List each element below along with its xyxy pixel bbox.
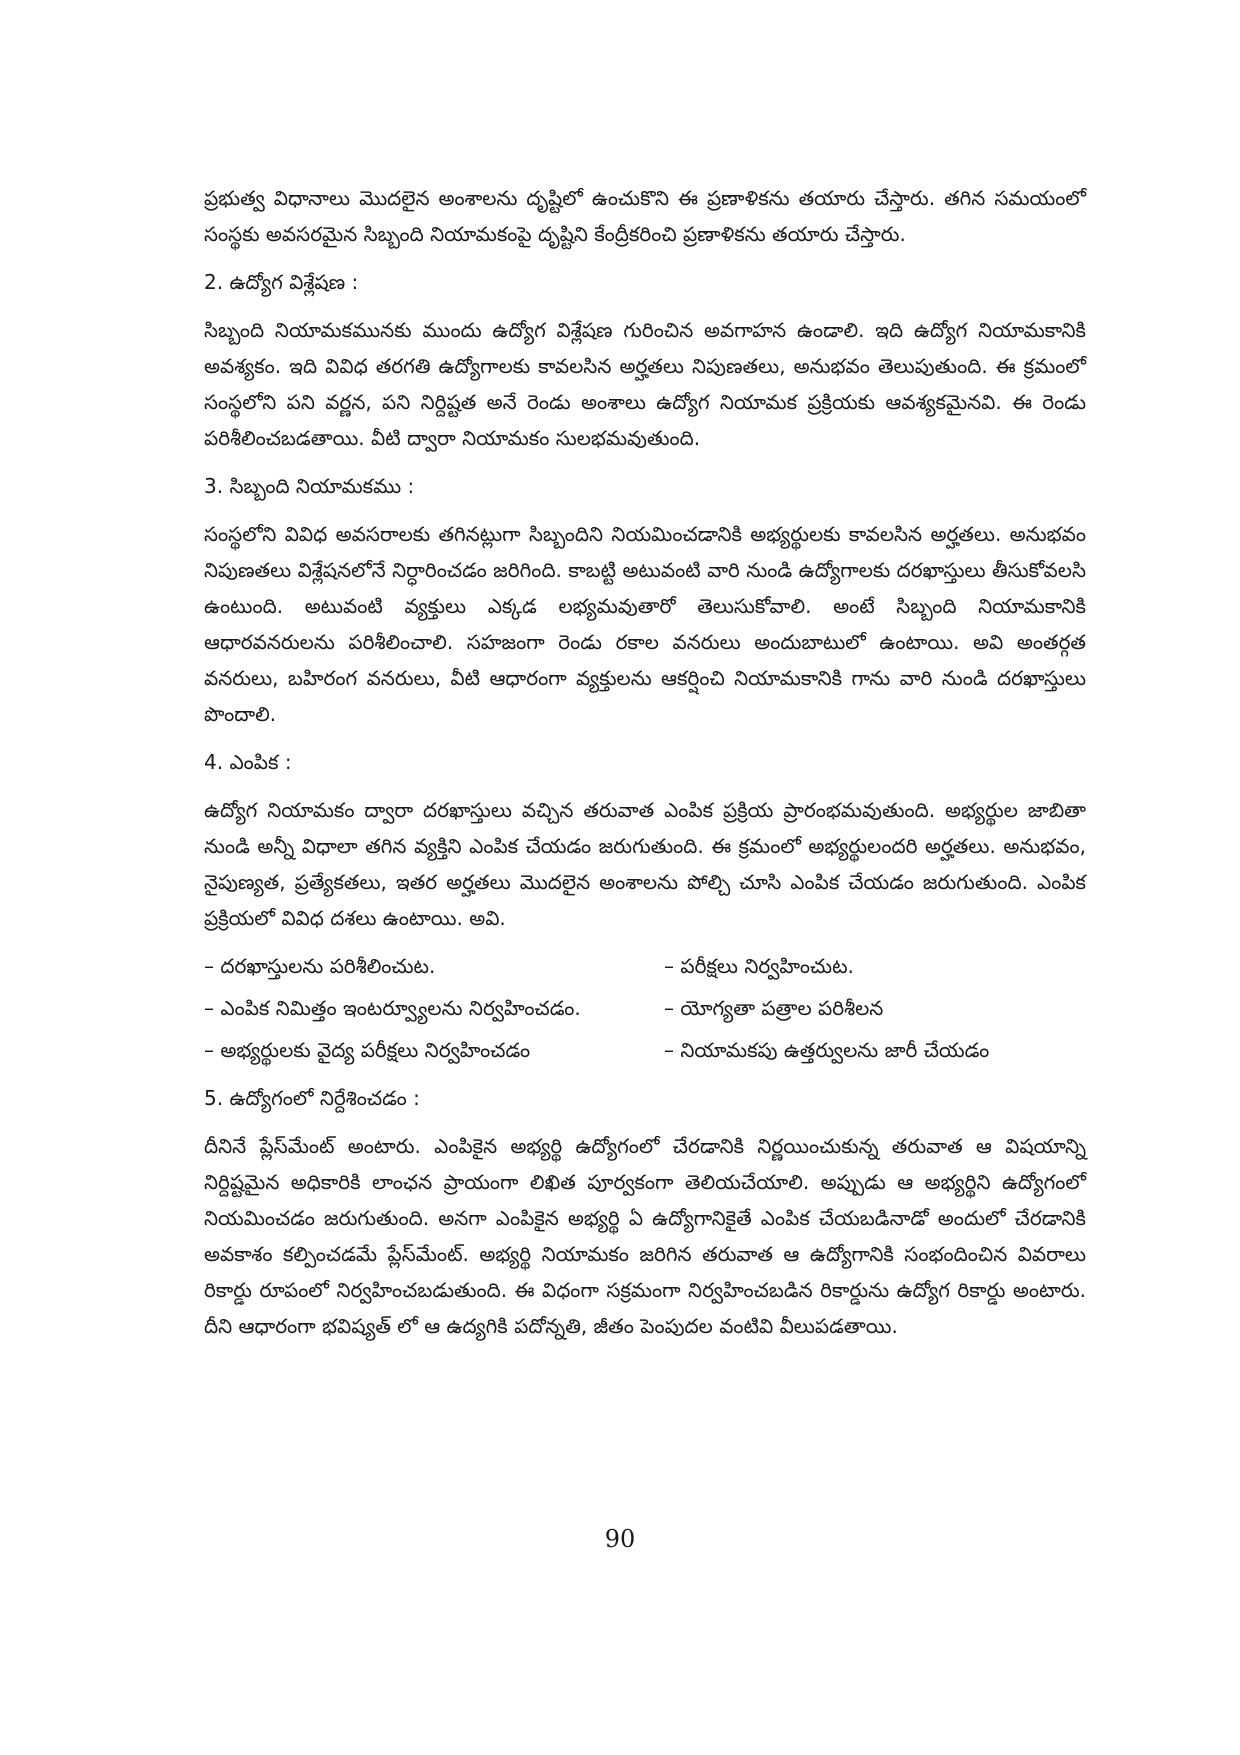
selection-steps-list	[204, 948, 1086, 1068]
section-body-job-analysis: సిబ్బంది నియామకమునకు ముందు ఉద్యోగ విశ్లేషణ గురించిన అవగాహన ఉండాలి. ఇది ఉద్యోగ నియామకానికి అవశ్యకం. ఇది వివిధ తరగతి ఉద్యోగాలకు కావలసిన అర్హతలు నిపుణతలు, అనుభవం తెలుపుతుంది. ఈ క్రమంలో సంస్థలోని పని వర్ణన, పని నిర్దిష్టత అనే రెండు అంశాలు ఉద్యోగ నియామక ప్రక్రియకు ఆవశ్యకమైనవి. ఈ రెండు పరిశీలించబడతాయి. వీటి ద్వారా నియామకం సులభమవుతుంది.	[204, 318, 1086, 450]
list-item: – ఎంపిక నిమిత్తం ఇంటర్వ్యూలను నిర్వహించడం.	[204, 996, 581, 1020]
section-heading-recruitment: 3. సిబ్బంది నియామకము :	[204, 474, 415, 498]
section-heading-selection: 4. ఎంపిక :	[204, 750, 292, 774]
page-number: 90	[604, 1525, 636, 1553]
list-item: – నియామకపు ఉత్తర్వులను జారీ చేయడం	[664, 1038, 990, 1062]
list-item: – దరఖాస్తులను పరిశీలించుట.	[204, 954, 436, 978]
page-content	[204, 180, 1086, 1344]
section-body-recruitment: సంస్థలోని వివిధ అవసరాలకు తగినట్లుగా సిబ్బందిని నియమించడానికి అభ్యర్థులకు కావలసిన అర్హతలు. అనుభవం నిపుణతలు విశ్లేషనలోనే నిర్ధారించడం జరిగింది. కాబట్టి అటువంటి వారి నుండి ఉద్యోగాలకు దరఖాస్తులు తీసుకోవలసి ఉంటుంది. అటువంటి వ్యక్తులు ఎక్కడ లభ్యమవుతారో తెలుసుకోవాలి. అంటే సిబ్బంది నియామకానికి ఆధారవనరులను పరిశీలించాలి. సహజంగా రెండు రకాల వనరులు అందుబాటులో ఉంటాయి. అవి అంతర్గత వనరులు, బహిరంగ వనరులు, వీటి ఆధారంగా వ్యక్తులను ఆకర్షించి నియామకానికి గాను వారి నుండి దరఖాస్తులు పొందాలి.	[204, 522, 1086, 726]
section-body-selection: ఉద్యోగ నియామకం ద్వారా దరఖాస్తులు వచ్చిన తరువాత ఎంపిక ప్రక్రియ ప్రారంభమవుతుంది. అభ్యర్థుల జాబితా నుండి అన్నీ విధాలా తగిన వ్యక్తిని ఎంపిక చేయడం జరుగుతుంది. ఈ క్రమంలో అభ్యర్థులందరి అర్హతలు. అనుభవం, నైపుణ్యత, ప్రత్యేకతలు, ఇతర అర్హతలు మొదలైన అంశాలను పోల్చి చూసి ఎంపిక చేయడం జరుగుతుంది. ఎంపిక ప్రక్రియలో వివిధ దశలు ఉంటాయి. అవి.	[204, 798, 1086, 930]
list-item: – అభ్యర్థులకు వైద్య పరీక్షలు నిర్వహించడం	[204, 1038, 531, 1062]
section-heading-job-analysis: 2. ఉద్యోగ విశ్లేషణ :	[204, 270, 359, 294]
list-item: – పరీక్షలు నిర్వహించుట.	[664, 954, 854, 978]
list-item: – యోగ్యతా పత్రాల పరిశీలన	[664, 996, 884, 1020]
section-heading-placement: 5. ఉద్యోగంలో నిర్దేశించడం :	[204, 1086, 420, 1110]
intro-paragraph: ప్రభుత్వ విధానాలు మొదలైన అంశాలను దృష్టిలో ఉంచుకొని ఈ ప్రణాళికను తయారు చేస్తారు. తగిన సమయంలో సంస్థకు అవసరమైన సిబ్బంది నియామకంపై దృష్టిని కేంద్రీకరించి ప్రణాళికను తయారు చేస్తారు.	[204, 186, 1086, 246]
section-body-placement: దీనినే ప్లేస్‌మేంట్ అంటారు. ఎంపికైన అభ్యర్థి ఉద్యోగంలో చేరడానికి నిర్ణయించుకున్న తరువాత ఆ విషయాన్ని నిర్దిష్టమైన అధికారికి లాంఛన ప్రాయంగా లిఖిత పూర్వకంగా తెలియచేయాలి. అప్పుడు ఆ అభ్యర్థిని ఉద్యోగంలో నియమించడం జరుగుతుంది. అనగా ఎంపికైన అభ్యర్థి ఏ ఉద్యోగానికైతే ఎంపిక చేయబడినాడో అందులో చేరడానికి అవకాశం కల్పించడమే ప్లేస్‌మేంట్. అభ్యర్థి నియామకం జరిగిన తరువాత ఆ ఉద్యోగానికి సంభందించిన వివరాలు రికార్డు రూపంలో నిర్వహించబడుతుంది. ఈ విధంగా సక్రమంగా నిర్వహించబడిన రికార్డును ఉద్యోగ రికార్డు అంటారు. దీని ఆధారంగా భవిష్యత్ లో ఆ ఉద్యగికి పదోన్నతి, జీతం పెంపుదల వంటివి వీలుపడతాయి.	[204, 1134, 1086, 1338]
